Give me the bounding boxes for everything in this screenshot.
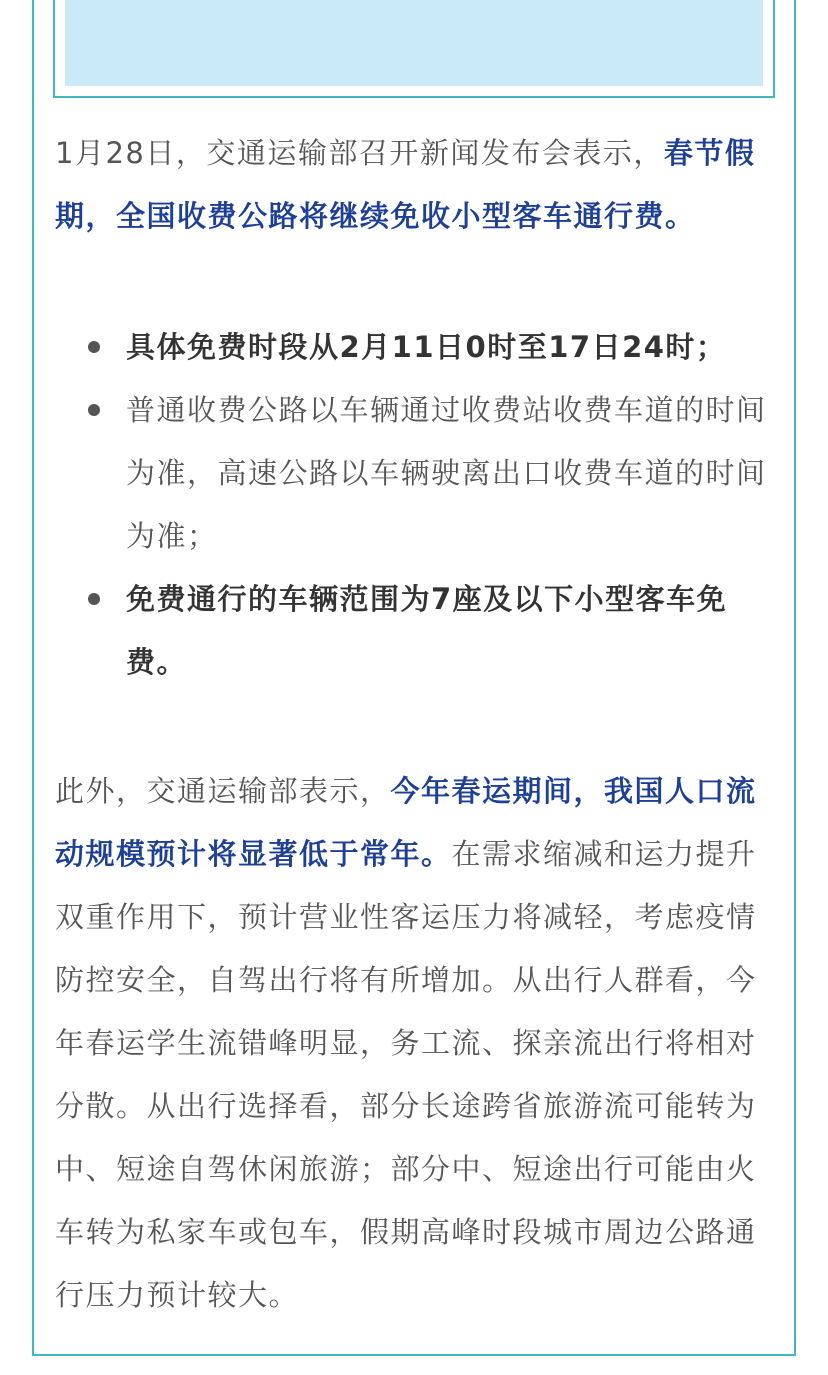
paragraph-intro <box>55 122 773 248</box>
list-item-text: 免费通行的车辆范围为7座及以下小型客车免费。 <box>126 582 728 679</box>
list-item <box>55 316 773 379</box>
travel-plain-text-after: 在需求缩减和运力提升双重作用下，预计营业性客运压力将减轻，考虑疫情防控安全，自驾出行将有所增加。从出行人群看，今年春运学生流错峰明显，务工流、探亲流出行将相对分散。从出行选择看，部分长途跨省旅游流可能转为中、短途自驾休闲旅游；部分中、短途出行可能由火车转为私家车或包车，假期高峰时段城市周边公路通行压力预计较大。 <box>55 837 757 1312</box>
header-banner-fill <box>65 0 763 86</box>
list-item <box>55 568 773 694</box>
paragraph-spring-travel <box>55 760 773 1327</box>
article-content <box>55 122 773 1327</box>
header-banner-box <box>53 0 775 98</box>
intro-highlight-text: 春节假期，全国收费公路将继续免收小型客车通行费。 <box>55 136 756 233</box>
toll-free-rules-list <box>55 316 773 694</box>
travel-highlight-text: 今年春运期间，我国人口流动规模预计将显著低于常年。 <box>55 774 757 871</box>
travel-plain-text-before: 此外，交通运输部表示， <box>55 774 391 808</box>
intro-plain-text: 1月28日，交通运输部召开新闻发布会表示， <box>55 136 664 170</box>
list-item <box>55 379 773 568</box>
bullet-dot-icon <box>88 404 100 416</box>
bullet-dot-icon <box>88 593 100 605</box>
list-item-text: 普通收费公路以车辆通过收费站收费车道的时间为准，高速公路以车辆驶离出口收费车道的时间为准； <box>126 393 767 553</box>
bullet-dot-icon <box>88 341 100 353</box>
list-item-text: 具体免费时段从2月11日0时至17日24时； <box>126 330 727 364</box>
